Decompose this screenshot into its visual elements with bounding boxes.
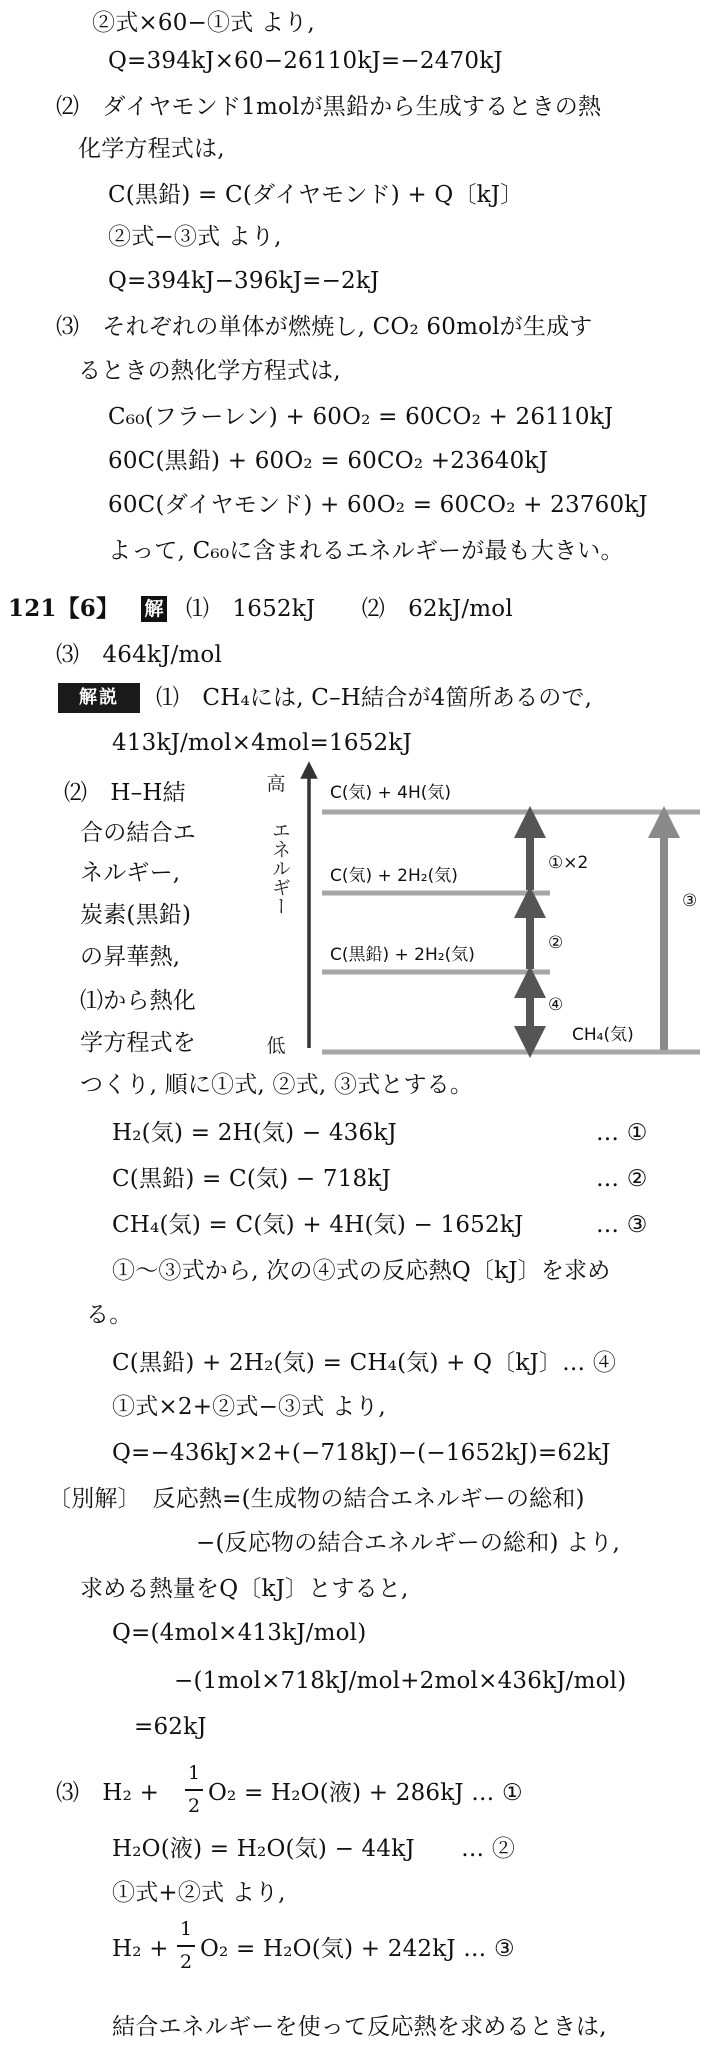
fraction-denominator: 2	[179, 1951, 193, 1973]
equation-line: C₆₀(フラーレン) + 60O₂ = 60CO₂ + 26110kJ	[108, 404, 614, 430]
axis-low-label: 低	[266, 1035, 286, 1057]
fraction-bar	[177, 1945, 195, 1947]
text-line: 求める熱量をQ〔kJ〕とすると,	[80, 1576, 409, 1602]
arrow-label: ②	[548, 933, 564, 953]
arrow-label: ①×2	[548, 853, 589, 873]
equation-line: C(黒鉛) = C(気) − 718kJ	[112, 1166, 391, 1192]
equation-line: C(黒鉛) + 2H₂(気) = CH₄(気) + Q〔kJ〕… ④	[112, 1350, 617, 1376]
text-line: 学方程式を	[80, 1030, 196, 1056]
equation-line: C(黒鉛) = C(ダイヤモンド) + Q〔kJ〕	[108, 182, 524, 208]
text-line: ①式×2+②式−③式 より,	[112, 1394, 386, 1420]
arrow-label: ④	[548, 995, 564, 1015]
equation-line: Q=394kJ×60−26110kJ=−2470kJ	[108, 48, 503, 74]
fraction-numerator: 1	[179, 1918, 193, 1940]
text-line: 結合エネルギーを使って反応熱を求めるときは,	[112, 2014, 607, 2040]
level-label: C(気) + 4H(気)	[330, 783, 452, 803]
subsection-2-heading: ⑵ ダイヤモンド1molが黒鉛から生成するときの熱	[56, 94, 602, 120]
text-line: 化学方程式は,	[78, 136, 225, 162]
equation-line: H₂(気) = 2H(気) − 436kJ	[112, 1120, 397, 1146]
text-line: の昇華熱,	[80, 944, 181, 970]
fraction-bar	[185, 1789, 203, 1791]
equation-line: ⑶ H₂ +	[56, 1780, 160, 1806]
equation-line: H₂ +	[112, 1936, 169, 1962]
text-line: ①式+②式 より,	[112, 1880, 286, 1906]
text-line: よって, C₆₀に含まれるエネルギーが最も大きい。	[108, 538, 624, 564]
explanation-label: 解説	[58, 683, 140, 713]
text-line: ⑴ CH₄には, C–H結合が4箇所あるので,	[156, 685, 593, 711]
equation-line: 60C(黒鉛) + 60O₂ = 60CO₂ +23640kJ	[108, 448, 548, 474]
text-line: ②式−③式 より,	[108, 224, 282, 250]
axis-label: エネルギー	[269, 820, 291, 916]
text-line: ⑵ H–H結	[64, 780, 186, 806]
answer-line: ⑴ 1652kJ ⑵ 62kJ/mol	[186, 596, 513, 622]
text-line: 〔別解〕 反応熱=(生成物の結合エネルギーの総和)	[48, 1486, 585, 1512]
equation-line: 413kJ/mol×4mol=1652kJ	[112, 730, 412, 756]
text-line: つくり, 順に①式, ②式, ③式とする。	[80, 1072, 474, 1098]
text-line: ①〜③式から, 次の④式の反応熱Q〔kJ〕を求め	[112, 1258, 611, 1284]
level-label: C(黒鉛) + 2H₂(気)	[330, 945, 475, 965]
equation-number: … ③	[596, 1212, 648, 1238]
text-line: ネルギー,	[80, 860, 181, 886]
text-line: ⑴から熱化	[80, 988, 196, 1014]
answer-line: ⑶ 464kJ/mol	[56, 642, 223, 668]
text-line: る。	[86, 1302, 133, 1328]
equation-line: Q=−436kJ×2+(−718kJ)−(−1652kJ)=62kJ	[112, 1440, 611, 1466]
subsection-3-heading: ⑶ それぞれの単体が燃焼し, CO₂ 60molが生成す	[56, 314, 593, 340]
text-line: 炭素(黒鉛)	[80, 902, 192, 928]
level-label: CH₄(気)	[572, 1025, 634, 1045]
equation-line: Q=(4mol×413kJ/mol)	[112, 1620, 367, 1646]
axis-high-label: 高	[266, 773, 286, 795]
text-line: るときの熱化学方程式は,	[78, 358, 341, 384]
equation-number: … ①	[596, 1120, 648, 1146]
equation-line: O₂ = H₂O(液) + 286kJ … ①	[208, 1780, 523, 1806]
level-label: C(気) + 2H₂(気)	[330, 866, 458, 886]
equation-number: … ②	[596, 1166, 648, 1192]
problem-number: 121【6】	[8, 595, 120, 622]
equation-line: 60C(ダイヤモンド) + 60O₂ = 60CO₂ + 23760kJ	[108, 492, 648, 518]
text-line: 合の結合エ	[80, 820, 196, 846]
text-line: ②式×60−①式 より,	[92, 10, 315, 36]
equation-line: O₂ = H₂O(気) + 242kJ … ③	[200, 1936, 515, 1962]
text-line: −(反応物の結合エネルギーの総和) より,	[196, 1530, 621, 1556]
equation-line: Q=394kJ−396kJ=−2kJ	[108, 268, 380, 294]
equation-line: H₂O(液) = H₂O(気) − 44kJ … ②	[112, 1836, 516, 1862]
fraction-denominator: 2	[187, 1795, 201, 1817]
fraction-numerator: 1	[187, 1762, 201, 1784]
answer-badge: 解	[141, 596, 167, 622]
arrow-label: ③	[682, 891, 698, 911]
equation-line: =62kJ	[134, 1714, 207, 1740]
equation-line: CH₄(気) = C(気) + 4H(気) − 1652kJ	[112, 1212, 524, 1238]
equation-line: −(1mol×718kJ/mol+2mol×436kJ/mol)	[174, 1668, 627, 1694]
